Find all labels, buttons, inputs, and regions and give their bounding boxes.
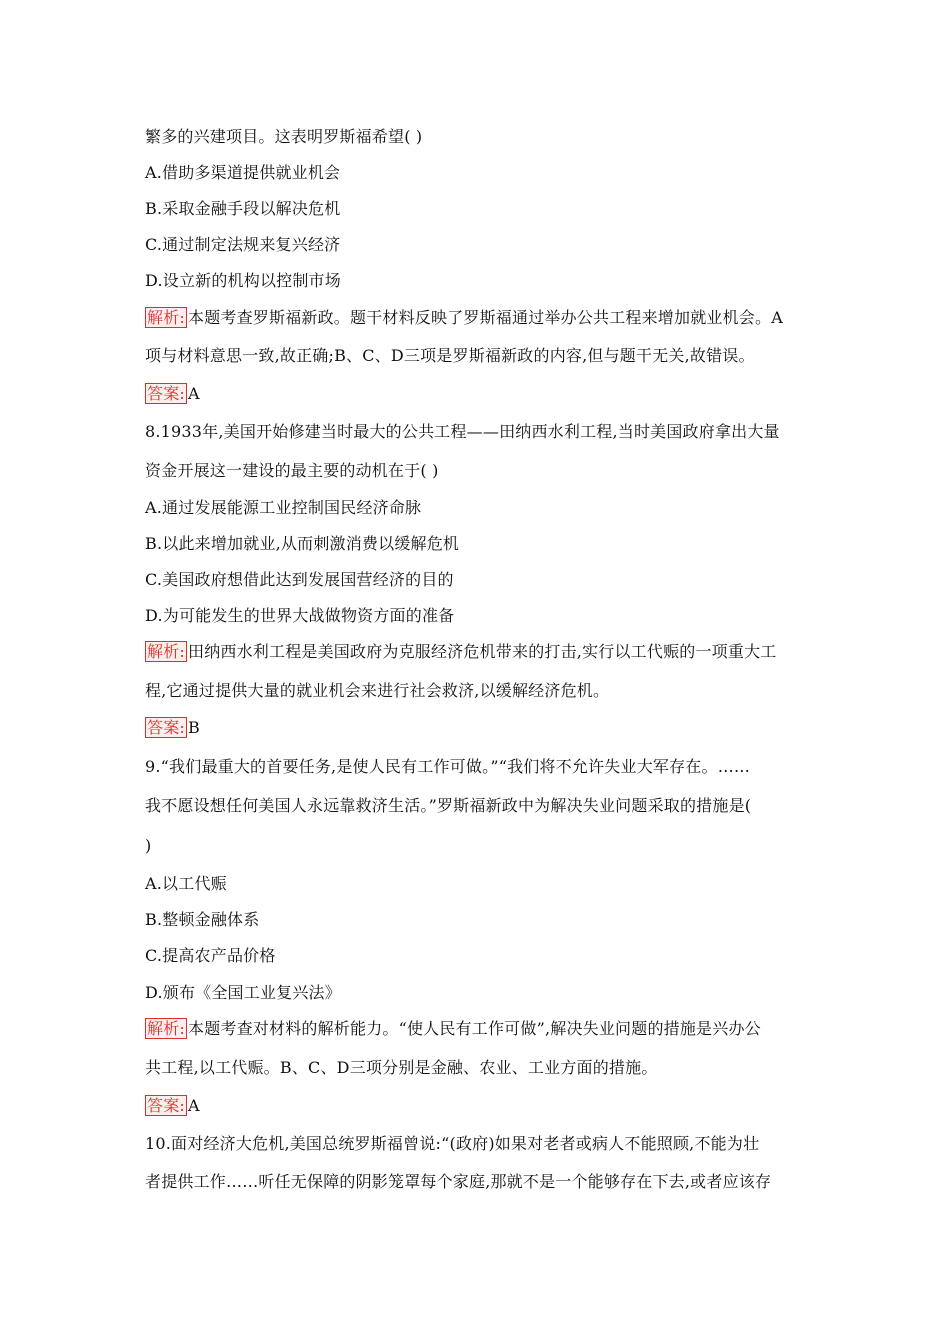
answer-line: 答案: B [147, 718, 200, 737]
analysis-line: 解析: 本题考查罗斯福新政。题干材料反映了罗斯福通过举办公共工程来增加就业机会。A [147, 308, 783, 327]
option-a: A.以工代赈 [145, 874, 227, 893]
option-b: B.采取金融手段以解决危机 [145, 199, 341, 218]
option-b: B.以此来增加就业,从而刺激消费以缓解危机 [145, 534, 460, 553]
answer-tag: 答案: [147, 1096, 185, 1115]
question-9-stem: 我不愿设想任何美国人永远靠救济生活。”罗斯福新政中为解决失业问题采取的措施是( [145, 796, 752, 815]
option-c: C.提高农产品价格 [145, 946, 276, 965]
question-9-stem: 9.“我们最重大的首要任务,是使人民有工作可做。”“我们将不允许失业大军存在。…… [145, 757, 751, 776]
question-10-stem: 10.面对经济大危机,美国总统罗斯福曾说:“(政府)如果对老者或病人不能照顾,不能为壮 [145, 1134, 760, 1153]
question-9-stem: ) [145, 836, 152, 855]
question-8-stem: 资金开展这一建设的最主要的动机在于( ) [145, 461, 439, 480]
analysis-line: 解析: 本题考查对材料的解析能力。“使人民有工作可做”,解决失业问题的措施是兴办公 [147, 1019, 761, 1038]
analysis-line: 解析: 田纳西水利工程是美国政府为克服经济危机带来的打击,实行以工代赈的一项重大工 [147, 642, 777, 661]
analysis-line: 共工程,以工代赈。B、C、D三项分别是金融、农业、工业方面的措施。 [145, 1058, 658, 1077]
analysis-tag: 解析: [147, 1019, 185, 1038]
question-8-stem: 8.1933年,美国开始修建当时最大的公共工程——田纳西水利工程,当时美国政府拿出大量 [145, 422, 780, 441]
answer-tag: 答案: [147, 384, 185, 403]
answer-tag: 答案: [147, 718, 185, 737]
option-c: C.通过制定法规来复兴经济 [145, 235, 341, 254]
analysis-line: 项与材料意思一致,故正确;B、C、D三项是罗斯福新政的内容,但与题干无关,故错误。 [145, 346, 755, 365]
answer-line: 答案: A [147, 384, 200, 403]
answer-line: 答案: A [147, 1096, 200, 1115]
option-d: D.设立新的机构以控制市场 [145, 271, 341, 290]
option-d: D.为可能发生的世界大战做物资方面的准备 [145, 606, 455, 625]
option-a: A.通过发展能源工业控制国民经济命脉 [145, 498, 422, 517]
option-b: B.整顿金融体系 [145, 910, 260, 929]
analysis-tag: 解析: [147, 642, 185, 661]
analysis-tag: 解析: [147, 308, 185, 327]
option-d: D.颁布《全国工业复兴法》 [145, 983, 341, 1002]
analysis-line: 程,它通过提供大量的就业机会来进行社会救济,以缓解经济危机。 [145, 681, 610, 700]
question-10-stem: 者提供工作……听任无保障的阴影笼罩每个家庭,那就不是一个能够存在下去,或者应该存 [145, 1172, 772, 1191]
option-c: C.美国政府想借此达到发展国营经济的目的 [145, 570, 454, 589]
question-7-stem-end: 繁多的兴建项目。这表明罗斯福希望( ) [145, 127, 423, 146]
option-a: A.借助多渠道提供就业机会 [145, 163, 341, 182]
